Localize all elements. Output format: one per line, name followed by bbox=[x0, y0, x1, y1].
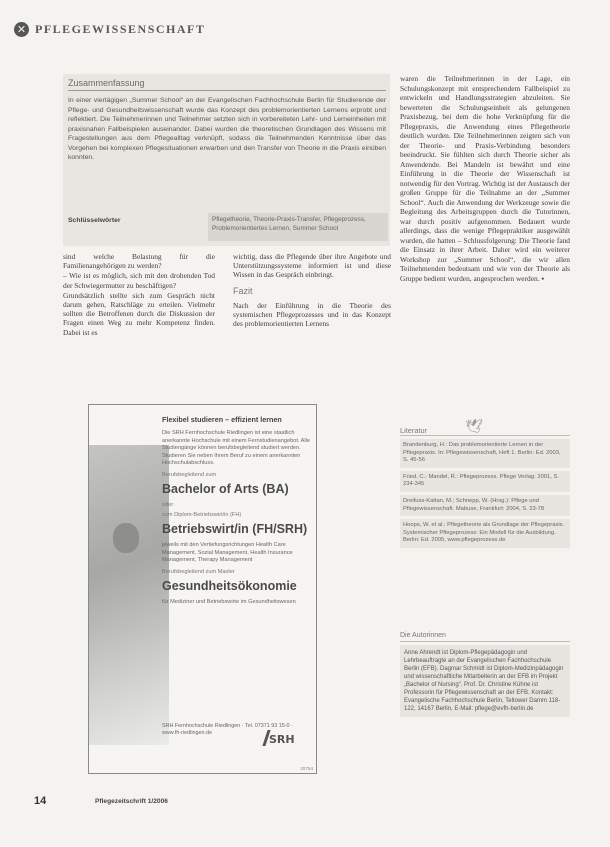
person-figure bbox=[113, 523, 139, 553]
ad-line: Berufsbegleitend zum bbox=[162, 471, 217, 478]
summary-text: In einer viertägigen „Summer School“ an der Evangelischen Fachhochschule Berlin für Studierende der Pflege- und Gesundheitswissenschaft wurde das Konzept des problemorientierten Lernens erprobt und reflektiert. Die Teilnehmerinnen und Teilnehmer setzten sich in vorbereiteten Lehr- und Lerneinheiten mit praxisnahen Fallbeispielen auseinander. Dabei wurden die theoretischen Grundlagen des Wissens mit Fragestellungen aus dem Pflegealltag verknüpft, sodass die Teilnehmenden Kenntnisse über das Vorgehen bei komplexen Pflegesituationen erwarben und den Transfer von Theorie in die Praxis einüben konnten. bbox=[68, 97, 386, 161]
ad-content bbox=[162, 415, 312, 606]
section-title: PFLEGEWISSENSCHAFT bbox=[35, 21, 206, 36]
ad-target: für Mediziner und Betriebswirte im Gesundheitswesen bbox=[162, 598, 296, 605]
literature-item: Fried, C.: Mandel, R.: Pflegeprozess. Pflege Verlag: 2001, S. 234-345 bbox=[400, 471, 570, 492]
ad-specializations: jeweils mit den Vertiefungsrichtungen Health Care Management, Sozial Management, Health Insurance Management, Therapy Management bbox=[162, 541, 293, 564]
bird-icon: 🕊 bbox=[465, 419, 483, 435]
ad-degree-bachelor: Bachelor of Arts (BA) bbox=[162, 481, 289, 496]
ad-line: oder bbox=[162, 501, 174, 508]
page-number: 14 bbox=[34, 795, 47, 807]
paragraph: sind welche Belastung für die Familienangehörigen zu werden? bbox=[63, 252, 215, 271]
ad-photo bbox=[89, 445, 169, 745]
journal-name: Pflegezeitschrift 1/2006 bbox=[95, 798, 168, 805]
summary-box bbox=[63, 74, 390, 246]
paragraph: waren die Teilnehmerinnen in der Lage, ein Schulungskonzept mit entsprechendem Fallbeispiel zu entwickeln und Handlungsstrategien abzuleiten. Sie bewerteten die Schulungseinheit als gelungenen Praxisbezug, bei dem die hohe Verknüpfung für die Pflegepraxis, die Anwendung eines Pflegetheorie deutlich wurden. Die Teilnehmerinnen zeigten sich von der Theorie- und Praxis-Verbindung besonders beeindruckt. Sie fühlten sich durch Theorie sicher als Anwendende. Bei Mandeln ist bewährt und eine Einführung in die Theorie der Wissenschaft ist notwendig für den Vortrag. Wichtig ist der Austausch der großen Gruppe für die Teilnahme an der „Summer School“. Auch die Anwendung der Werkzeuge sowie die Begleitung des Arbeitsgruppen durch die Tutorinnen, war durch positiv aufgenommen. Bedauert wurde allerdings, dass die wenige Pflegepraktiker ausgewählt wurden, die hatten – Schlussfolgerung: Die Theorie fand die Einsatz in ihrer Arbeit. Daher wird ein weiterer Workshop zur „Summer School“, die wir allen Teilnehmenden bedeutsam und wie von der Theorie als Gruppe bedient wurden, angesprochen werden. ▪ bbox=[400, 74, 570, 283]
ad-code: 20754 bbox=[300, 766, 313, 771]
ad-degree-master: Gesundheitsökonomie bbox=[162, 578, 297, 593]
text-column-right bbox=[400, 74, 570, 284]
literature-header bbox=[400, 416, 570, 436]
authors-box bbox=[400, 632, 570, 717]
paragraph: – Wie ist es möglich, sich mit den drohenden Tod der Schwiegermutter zu beschäftigen? bbox=[63, 271, 215, 290]
ad-title: Flexibel studieren – effizient lernen bbox=[162, 415, 282, 424]
paragraph: wichtig, dass die Pflegende über ihre Angebote und Unterstützungssysteme informiert ist und diese Wissen in das Gespräch einbringt. bbox=[233, 252, 391, 280]
literature-item: Brandenburg, H.: Das problemorientierte Lernen in der Pflegepraxis. In: Pflegewissenschaft, Heft 1. Berlin: Ed. 2003, S. 45-56 bbox=[400, 439, 570, 468]
ad-line: zum Diplom-Betriebswirt/in (FH) bbox=[162, 511, 242, 518]
ad-degree-betriebswirt: Betriebswirt/in (FH/SRH) bbox=[162, 521, 308, 536]
text-column-left bbox=[63, 252, 215, 338]
literature-item: Dreifuss-Kattan, M.; Schnepp, W. (Hrsg.): Pflege und Pflegewissenschaft. Mabuse, Frankfurt: 2004, S. 23-78 bbox=[400, 495, 570, 516]
text-column-middle bbox=[233, 252, 391, 329]
literature-item: Hoops, W. et al.: Pflegetheorie als Grundlage der Pflegepraxis. Systemischer Pflegeprozess: Ein Modell für die Ausbildung. Berlin: Ed. 2005, www.pflegeprozess.de bbox=[400, 519, 570, 548]
keywords-box: Pflegetheorie, Theorie-Praxis-Transfer, Pflegeprozess, Problemorientiertes Lernen, Summer School bbox=[208, 213, 388, 241]
x-circle-icon: ✕ bbox=[14, 22, 29, 37]
summary-divider bbox=[68, 90, 386, 91]
keywords-label: Schlüsselwörter bbox=[68, 217, 121, 224]
ad-line: Berufsbegleitend zum Master bbox=[162, 568, 235, 575]
summary-title: Zusammenfassung bbox=[68, 78, 145, 88]
section-header bbox=[14, 18, 394, 40]
advertisement[interactable] bbox=[88, 404, 317, 774]
authors-text: Anne Ahrendt ist Diplom-Pflegepädagogin und Lehrbeauftragte an der Evangelischen Fachhochschule Berlin (EFB). Dagmar Schmidt ist Diplom-Medizinpädagogin und wissenschaftliche Mitarbeiterin an der EFB im Projekt „Bachelor of Nursing“. Prof. Dr. Christine Kühne ist Professorin für Pflegewissenschaft an der EFB. Kontakt: Evangelische Fachhochschule Berlin, Teltower Damm 118-122, 14167 Berlin, E-Mail: pflege@evfh-berlin.de bbox=[400, 645, 570, 717]
srh-logo: SRH bbox=[269, 733, 295, 746]
ad-contact: SRH Fernhochschule Riedlingen · Tel. 07371 93 15-0 · www.fh-riedlingen.de bbox=[162, 723, 293, 736]
literature-box bbox=[400, 416, 570, 548]
paragraph: Grundsätzlich stellte sich zum Gespräch nicht darum gehen, Ratschläge zu erteilen. Vielmehr sollten die Betroffenen durch die Diskussion der Fragen einen Weg zu mehr Kompetenz finden. Dabei ist es bbox=[63, 290, 215, 337]
ad-intro: Die SRH Fernhochschule Riedlingen ist eine staatlich anerkannte Hochschule mit einem Fernstudienangebot. Alle Studiengänge können berufsbegleitend studiert werden. Studieren Sie neben Ihrem Beruf zu einem anerkannten Hochschulabschluss. bbox=[162, 430, 311, 467]
authors-title: Die Autorinnen bbox=[400, 632, 570, 642]
literature-title: Literatur bbox=[400, 426, 428, 435]
paragraph: Nach der Einführung in die Theorie des systemischen Pflegeprozesses und in das Konzept des problemorientierten Lernens bbox=[233, 300, 391, 329]
section-heading-fazit: Fazit bbox=[233, 285, 253, 296]
